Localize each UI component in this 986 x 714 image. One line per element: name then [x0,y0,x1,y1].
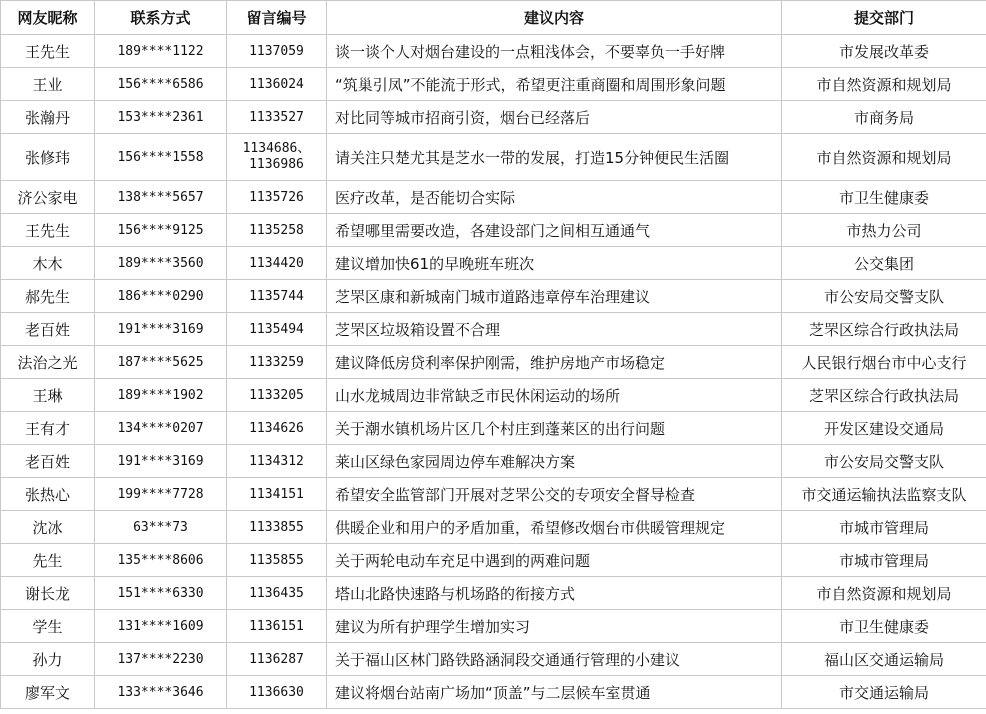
cell-department: 市自然资源和规划局 [782,577,986,610]
cell-contact: 191****3169 [95,313,227,346]
cell-contact: 63***73 [95,511,227,544]
cell-suggestion: 塔山北路快速路与机场路的衔接方式 [327,577,782,610]
table-body [1,35,986,709]
cell-message-id: 1136287 [227,643,327,676]
cell-contact: 137****2230 [95,643,227,676]
cell-message-id: 1135744 [227,280,327,313]
cell-contact: 133****3646 [95,676,227,709]
table-row [1,643,986,676]
cell-suggestion: 对比同等城市招商引资，烟台已经落后 [327,101,782,134]
table-row [1,313,986,346]
cell-department: 市自然资源和规划局 [782,68,986,101]
cell-message-id: 1137059 [227,35,327,68]
cell-department: 芝罘区综合行政执法局 [782,313,986,346]
table-row [1,610,986,643]
cell-message-id: 1135494 [227,313,327,346]
cell-nickname: 学生 [1,610,95,643]
cell-nickname: 沈冰 [1,511,95,544]
cell-department: 人民银行烟台市中心支行 [782,346,986,379]
cell-contact: 151****6330 [95,577,227,610]
table-row [1,379,986,412]
header-suggestion: 建议内容 [327,1,782,35]
cell-message-id: 1133527 [227,101,327,134]
cell-message-id: 1136151 [227,610,327,643]
cell-department: 福山区交通运输局 [782,643,986,676]
cell-nickname: 先生 [1,544,95,577]
cell-suggestion: 关于两轮电动车充足中遇到的两难问题 [327,544,782,577]
cell-suggestion: 莱山区绿色家园周边停车难解决方案 [327,445,782,478]
cell-contact: 138****5657 [95,181,227,214]
cell-contact: 186****0290 [95,280,227,313]
cell-suggestion: 芝罘区康和新城南门城市道路违章停车治理建议 [327,280,782,313]
cell-contact: 153****2361 [95,101,227,134]
header-department: 提交部门 [782,1,986,35]
cell-suggestion: 医疗改革，是否能切合实际 [327,181,782,214]
cell-suggestion: 芝罘区垃圾箱设置不合理 [327,313,782,346]
cell-message-id: 1135258 [227,214,327,247]
cell-nickname: 王先生 [1,35,95,68]
cell-suggestion: 建议将烟台站南广场加“顶盖”与二层候车室贯通 [327,676,782,709]
cell-contact: 134****0207 [95,412,227,445]
cell-suggestion: 希望安全监管部门开展对芝罘公交的专项安全督导检查 [327,478,782,511]
table-row [1,445,986,478]
cell-suggestion: 谈一谈个人对烟台建设的一点粗浅体会，不要辜负一手好牌 [327,35,782,68]
cell-department: 市城市管理局 [782,544,986,577]
cell-message-id: 1135726 [227,181,327,214]
cell-nickname: 王有才 [1,412,95,445]
cell-message-id: 1134151 [227,478,327,511]
cell-message-id: 1134686、1136986 [227,134,327,181]
cell-contact: 189****1902 [95,379,227,412]
cell-contact: 156****9125 [95,214,227,247]
cell-contact: 135****8606 [95,544,227,577]
cell-message-id: 1133205 [227,379,327,412]
cell-message-id: 1136024 [227,68,327,101]
cell-suggestion: 建议增加快61的早晚班车班次 [327,247,782,280]
table-row [1,544,986,577]
cell-department: 市发展改革委 [782,35,986,68]
table-row [1,247,986,280]
cell-suggestion: “筑巢引凤”不能流于形式，希望更注重商圈和周围形象问题 [327,68,782,101]
cell-message-id: 1134626 [227,412,327,445]
cell-nickname: 张瀚丹 [1,101,95,134]
cell-department: 市自然资源和规划局 [782,134,986,181]
cell-message-id: 1136435 [227,577,327,610]
cell-nickname: 谢长龙 [1,577,95,610]
table-row [1,134,986,181]
cell-suggestion: 希望哪里需要改造，各建设部门之间相互通通气 [327,214,782,247]
cell-contact: 187****5625 [95,346,227,379]
header-contact: 联系方式 [95,1,227,35]
table-row [1,280,986,313]
table-row [1,35,986,68]
cell-contact: 131****1609 [95,610,227,643]
cell-contact: 199****7728 [95,478,227,511]
cell-suggestion: 建议为所有护理学生增加实习 [327,610,782,643]
cell-nickname: 张修玮 [1,134,95,181]
cell-nickname: 老百姓 [1,313,95,346]
table-row [1,478,986,511]
cell-department: 市城市管理局 [782,511,986,544]
cell-nickname: 王先生 [1,214,95,247]
cell-suggestion: 关于潮水镇机场片区几个村庄到蓬莱区的出行问题 [327,412,782,445]
cell-nickname: 郝先生 [1,280,95,313]
cell-nickname: 孙力 [1,643,95,676]
table-row [1,412,986,445]
cell-nickname: 张热心 [1,478,95,511]
cell-nickname: 王业 [1,68,95,101]
header-message-id: 留言编号 [227,1,327,35]
cell-department: 公交集团 [782,247,986,280]
cell-suggestion: 山水龙城周边非常缺乏市民休闲运动的场所 [327,379,782,412]
cell-nickname: 济公家电 [1,181,95,214]
cell-contact: 156****1558 [95,134,227,181]
cell-department: 市交通运输执法监察支队 [782,478,986,511]
cell-contact: 189****1122 [95,35,227,68]
cell-suggestion: 关于福山区林门路铁路涵洞段交通通行管理的小建议 [327,643,782,676]
cell-department: 市卫生健康委 [782,181,986,214]
cell-nickname: 廖军文 [1,676,95,709]
table-row [1,577,986,610]
cell-message-id: 1134420 [227,247,327,280]
cell-message-id: 1136630 [227,676,327,709]
cell-nickname: 木木 [1,247,95,280]
cell-contact: 156****6586 [95,68,227,101]
table-row [1,676,986,709]
table-row [1,181,986,214]
cell-contact: 191****3169 [95,445,227,478]
cell-suggestion: 建议降低房贷利率保护刚需，维护房地产市场稳定 [327,346,782,379]
table-row [1,214,986,247]
cell-message-id: 1135855 [227,544,327,577]
cell-message-id: 1134312 [227,445,327,478]
cell-suggestion: 请关注只楚尤其是芝水一带的发展，打造15分钟便民生活圈 [327,134,782,181]
table-row [1,68,986,101]
cell-department: 市热力公司 [782,214,986,247]
cell-nickname: 法治之光 [1,346,95,379]
cell-message-id: 1133855 [227,511,327,544]
cell-department: 市卫生健康委 [782,610,986,643]
header-row [1,1,986,35]
cell-contact: 189****3560 [95,247,227,280]
cell-department: 市交通运输局 [782,676,986,709]
cell-nickname: 王琳 [1,379,95,412]
table-row [1,101,986,134]
cell-department: 市公安局交警支队 [782,445,986,478]
cell-department: 市商务局 [782,101,986,134]
cell-department: 市公安局交警支队 [782,280,986,313]
cell-suggestion: 供暖企业和用户的矛盾加重，希望修改烟台市供暖管理规定 [327,511,782,544]
header-nickname: 网友昵称 [1,1,95,35]
table-row [1,511,986,544]
cell-message-id: 1133259 [227,346,327,379]
cell-department: 芝罘区综合行政执法局 [782,379,986,412]
cell-department: 开发区建设交通局 [782,412,986,445]
cell-nickname: 老百姓 [1,445,95,478]
table-row [1,346,986,379]
